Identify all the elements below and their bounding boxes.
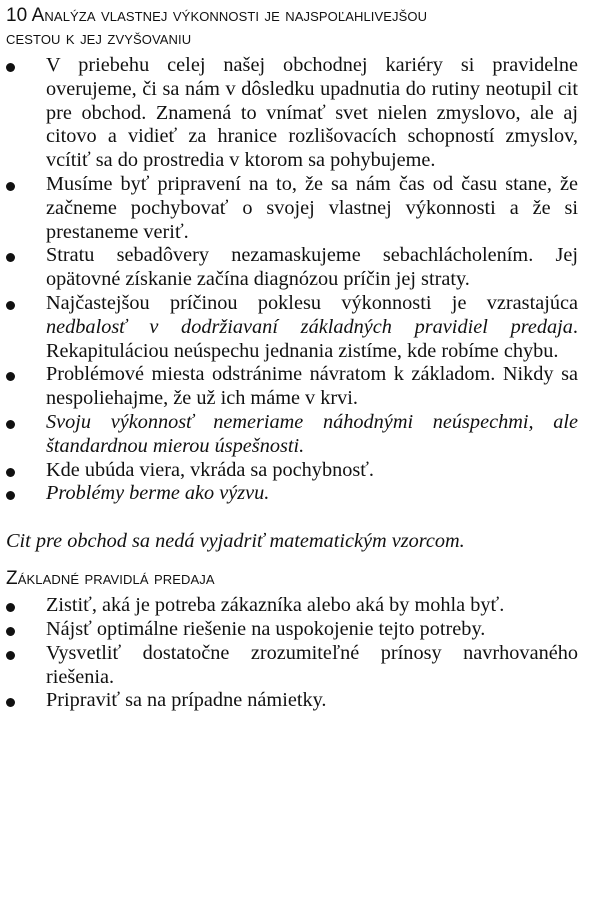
list-item: [0, 292, 578, 363]
bullet-icon: [6, 603, 15, 612]
bullet-icon: [6, 698, 15, 707]
list-item: [0, 618, 578, 642]
bullet-icon: [6, 63, 15, 72]
list-item: [0, 689, 578, 713]
section-heading-analyza: [0, 4, 591, 50]
list-item: [0, 459, 578, 483]
list-item: [0, 642, 578, 690]
list-item-text-italic: Problémy berme ako výzvu.: [46, 482, 270, 505]
list-item-text: Vysvetliť dostatočne zrozumiteľné prínosy navrhovaného riešenia.: [46, 641, 578, 688]
bullet-icon: [6, 182, 15, 191]
list-item-text: Musíme byť pripravení na to, že sa nám čas od času stane, že začneme pochybovať o svojej vlastnej výkonnosti a že si prestaneme veriť.: [46, 172, 578, 243]
list-item-text-before: Najčastejšou príčinou poklesu výkonnosti je vzrastajúca: [46, 291, 578, 314]
list-item-text: Nájsť optimálne riešenie na uspokojenie tejto potreby.: [46, 617, 486, 640]
bullet-icon: [6, 491, 15, 500]
list-item: [0, 363, 578, 411]
bullet-list-analyza: [0, 54, 578, 506]
heading-line-2: cestou k jej zvyšovaniu: [6, 28, 192, 49]
quote-text: Cit pre obchod sa nedá vyjadriť matematickým vzorcom.: [6, 530, 465, 553]
heading-line-1: 10 Analýza vlastnej výkonnosti je najspoľahlivejšou: [6, 5, 428, 26]
bullet-icon: [6, 627, 15, 636]
bullet-icon: [6, 468, 15, 477]
list-item: [0, 54, 578, 173]
list-item: [0, 173, 578, 244]
bullet-icon: [6, 420, 15, 429]
list-item-text: Kde ubúda viera, vkráda sa pochybnosť.: [46, 458, 374, 481]
list-item-text-italic: Svoju výkonnosť nemeriame náhodnými neúspechmi, ale štandardnou mierou úspešnosti.: [46, 410, 578, 457]
list-item: [0, 411, 578, 459]
list-item-text-after: . Rekapituláciou neúspechu jednania zistíme, kde robíme chybu.: [46, 315, 578, 362]
list-item-text: Pripraviť sa na prípadne námietky.: [46, 689, 327, 712]
bullet-icon: [6, 253, 15, 262]
list-item: [0, 594, 578, 618]
list-item: [0, 482, 578, 506]
bullet-icon: [6, 301, 15, 310]
bullet-icon: [6, 372, 15, 381]
bullet-icon: [6, 651, 15, 660]
list-item: [0, 244, 578, 292]
bullet-list-pravidla: [0, 594, 578, 713]
list-item-text: Problémové miesta odstránime návratom k základom. Nikdy sa nespoliehajme, že už ich máme v krvi.: [46, 363, 578, 410]
list-item-text: V priebehu celej našej obchodnej kariéry si pravidelne overujeme, či sa nám v dôsledku upadnutia do rutiny neotupil cit pre obchod. Znamená to vnímať svet nielen zmyslovo, ale aj citovo a vidieť za hranice rozlišovacích schopností zmyslov, vcítiť sa do prostredia v ktorom sa pohybujeme.: [46, 54, 578, 172]
list-item-text: Zistiť, aká je potreba zákazníka alebo aká by mohla byť.: [46, 594, 505, 617]
list-item-text: Stratu sebadôvery nezamaskujeme sebachlácholením. Jej opätovné získanie začína diagnózou príčin jej straty.: [46, 244, 578, 291]
section-heading-pravidla: Základné pravidlá predaja: [6, 568, 215, 590]
list-item-text-italic: nedbalosť v dodržiavaní základných pravidiel predaja: [46, 315, 573, 338]
